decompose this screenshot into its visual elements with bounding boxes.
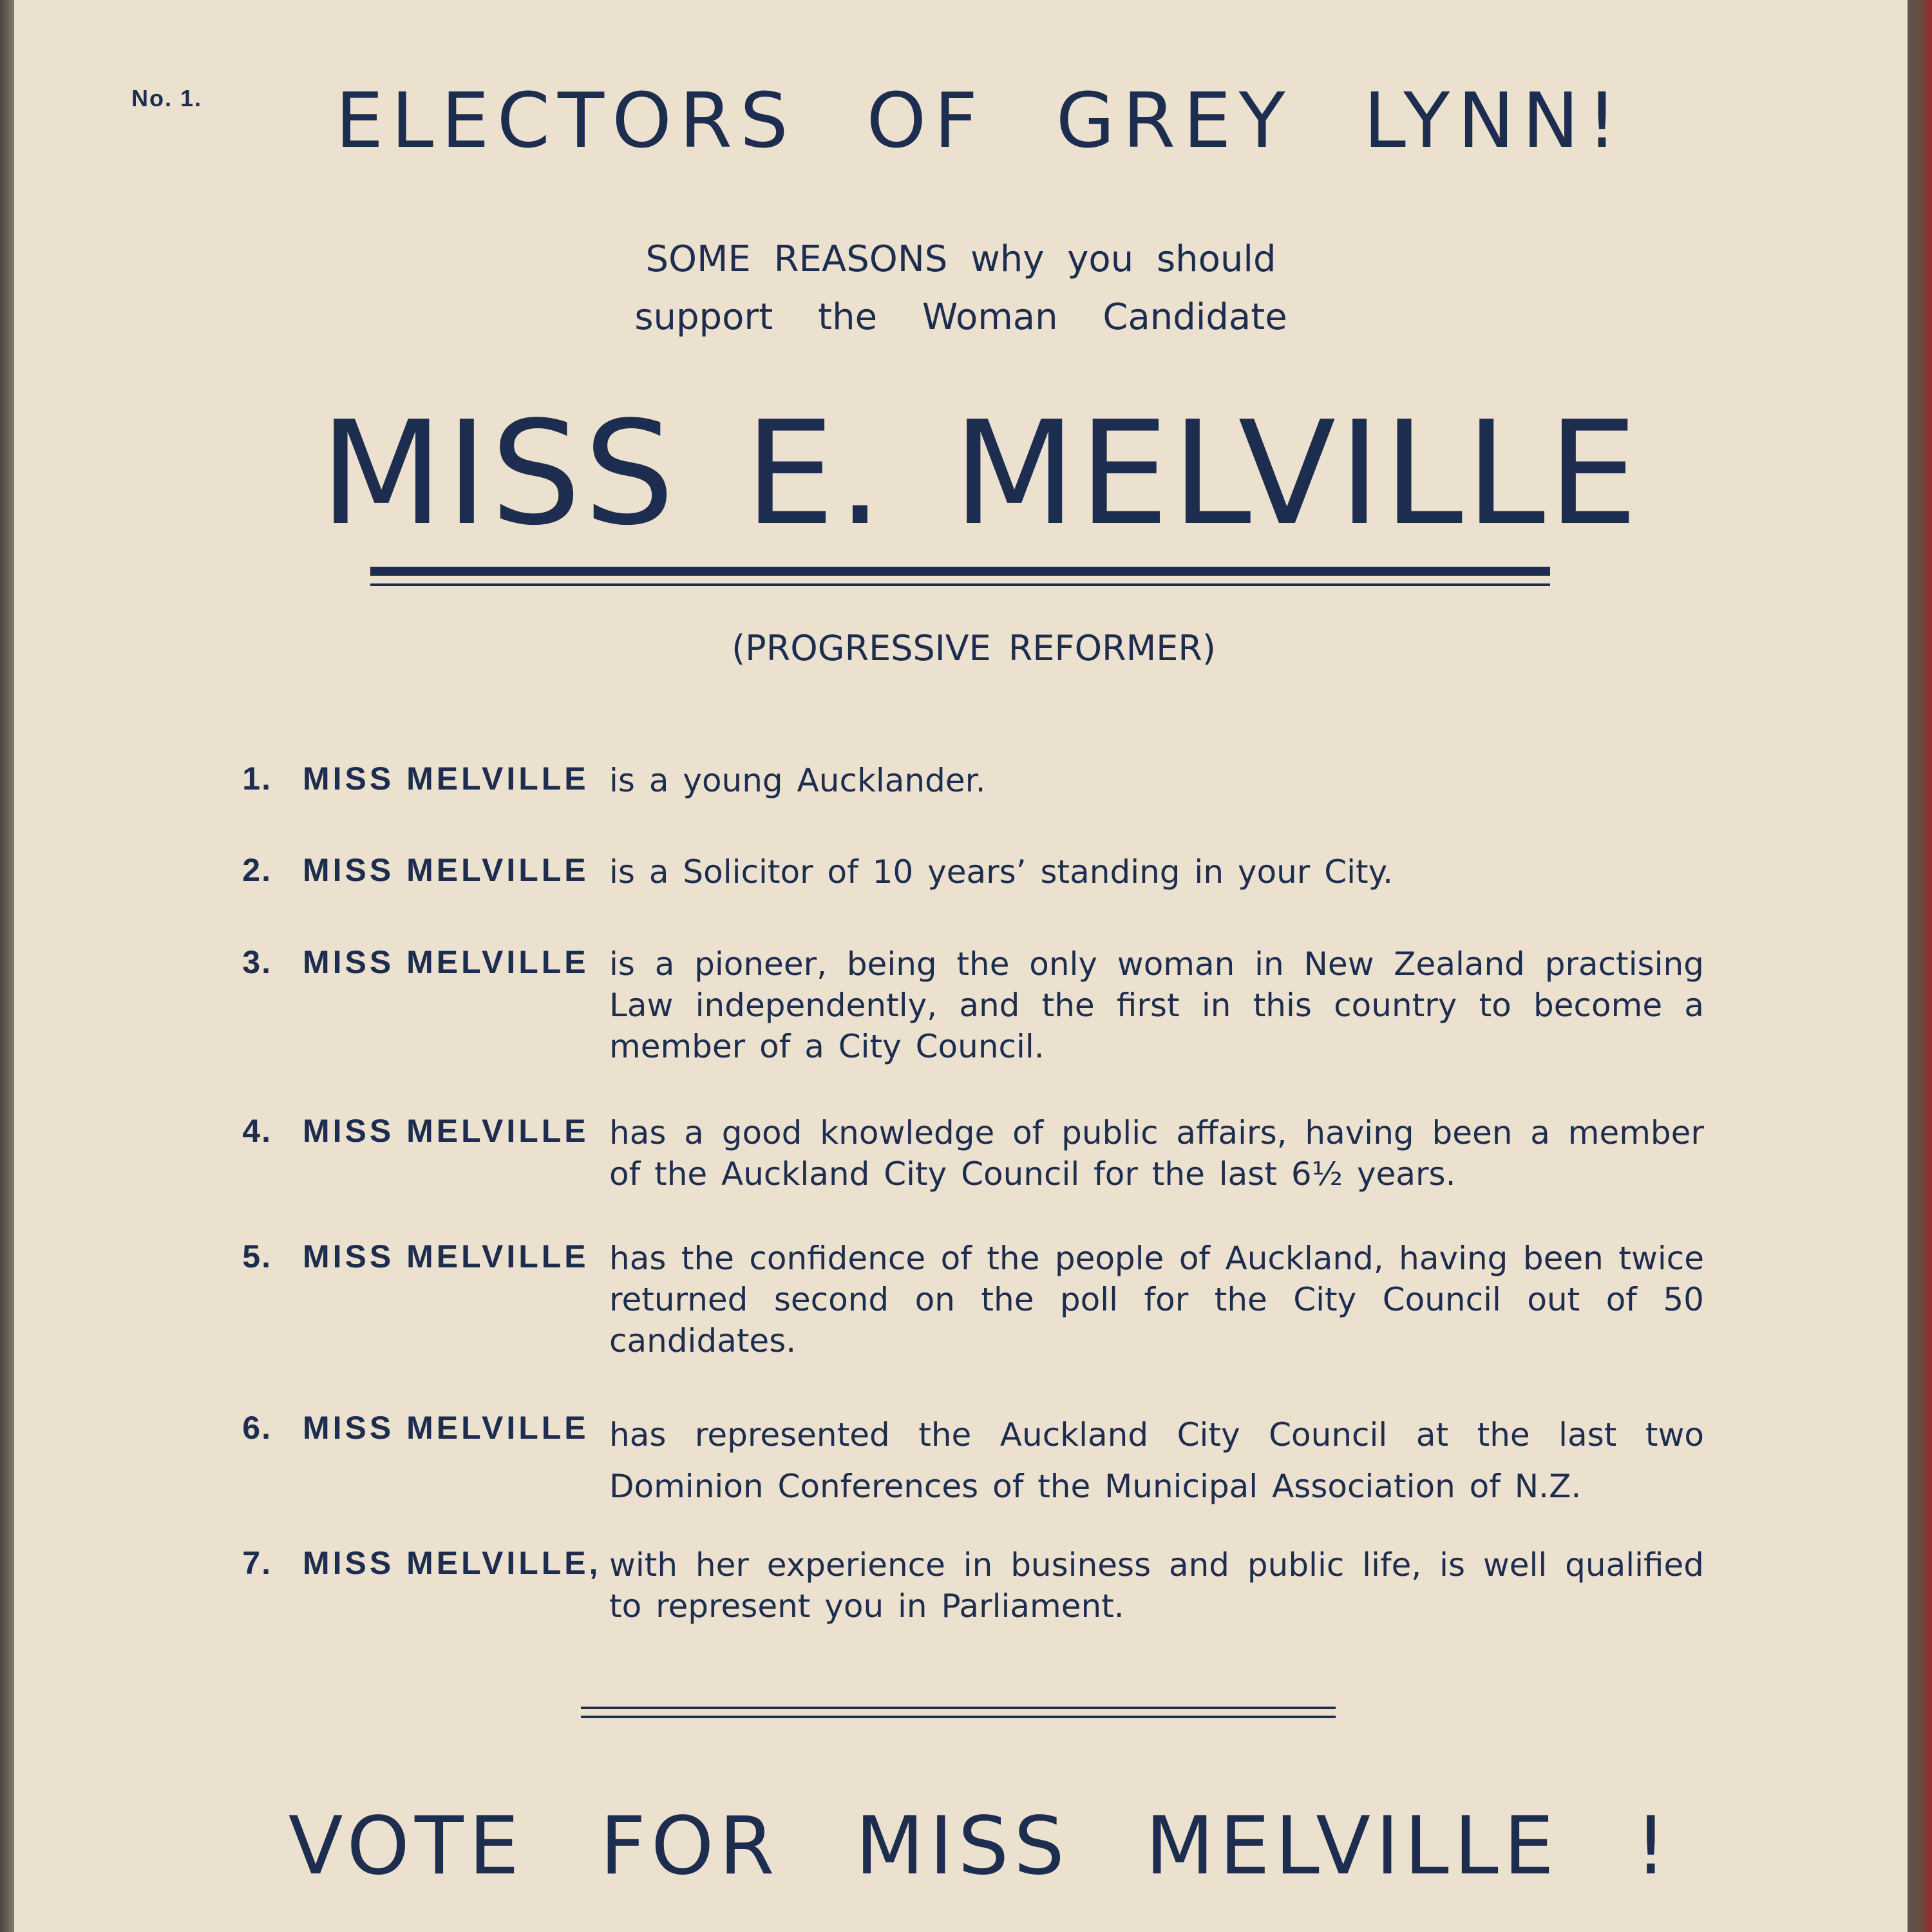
reason-item xyxy=(207,1238,1727,1361)
reason-number: 6. xyxy=(242,1410,272,1446)
reason-item xyxy=(207,851,1727,893)
reason-text: has the confidence of the people of Auckland, having been twice returned second on the poll for the City Council out of 50 candidates. xyxy=(609,1240,1704,1359)
issue-number: No. 1. xyxy=(131,85,203,111)
reason-text: has a good knowledge of public affairs, having been a member of the Auckland City Council for the last 6½ years. xyxy=(609,1114,1704,1193)
reason-number: 7. xyxy=(242,1545,272,1581)
reason-name: MISS MELVILLE xyxy=(303,944,589,980)
reason-item xyxy=(207,943,1727,1067)
subheading-line-1: SOME REASONS why you should xyxy=(645,238,1276,280)
reason-item xyxy=(207,1112,1727,1195)
section-divider-bottom xyxy=(581,1716,1336,1718)
reason-text: has represented the Auckland City Council at the last two Dominion Conferences of the Municipal Association of N.Z. xyxy=(609,1416,1704,1505)
leaflet-page xyxy=(14,0,1908,1932)
reason-name: MISS MELVILLE xyxy=(303,852,589,888)
reason-text: is a young Aucklander. xyxy=(609,762,986,799)
scan-right-edge xyxy=(1908,0,1932,1932)
reason-name: MISS MELVILLE, xyxy=(303,1545,601,1581)
reason-number: 3. xyxy=(242,944,272,980)
reason-text: is a pioneer, being the only woman in New Zealand practising Law independently, and the first in this country to become a member of a City Council. xyxy=(609,945,1704,1065)
footer-slogan: VOTE FOR MISS MELVILLE ! xyxy=(288,1800,1672,1893)
reason-text: with her experience in business and public life, is well qualified to represent you in Parliament. xyxy=(609,1546,1704,1625)
party-label: (PROGRESSIVE REFORMER) xyxy=(732,628,1216,668)
candidate-name: MISS E. MELVILLE xyxy=(319,391,1641,557)
reason-name: MISS MELVILLE xyxy=(303,761,589,797)
headline: ELECTORS OF GREY LYNN! xyxy=(335,76,1625,165)
section-divider-top xyxy=(581,1707,1336,1709)
reason-number: 5. xyxy=(242,1238,272,1274)
reason-number: 2. xyxy=(242,852,272,888)
title-underline-thin xyxy=(370,583,1550,586)
scan-left-edge xyxy=(0,0,14,1932)
subheading-line-2: support the Woman Candidate xyxy=(634,296,1287,338)
reason-number: 4. xyxy=(242,1113,272,1149)
reason-item xyxy=(207,760,1727,801)
title-underline-thick xyxy=(370,567,1550,576)
reason-name: MISS MELVILLE xyxy=(303,1238,589,1274)
reason-name: MISS MELVILLE xyxy=(303,1113,589,1149)
reason-item xyxy=(207,1409,1727,1512)
reason-item xyxy=(207,1544,1727,1627)
reason-name: MISS MELVILLE xyxy=(303,1410,589,1446)
reason-text: is a Solicitor of 10 years’ standing in your City. xyxy=(609,853,1393,891)
reason-number: 1. xyxy=(242,761,272,797)
